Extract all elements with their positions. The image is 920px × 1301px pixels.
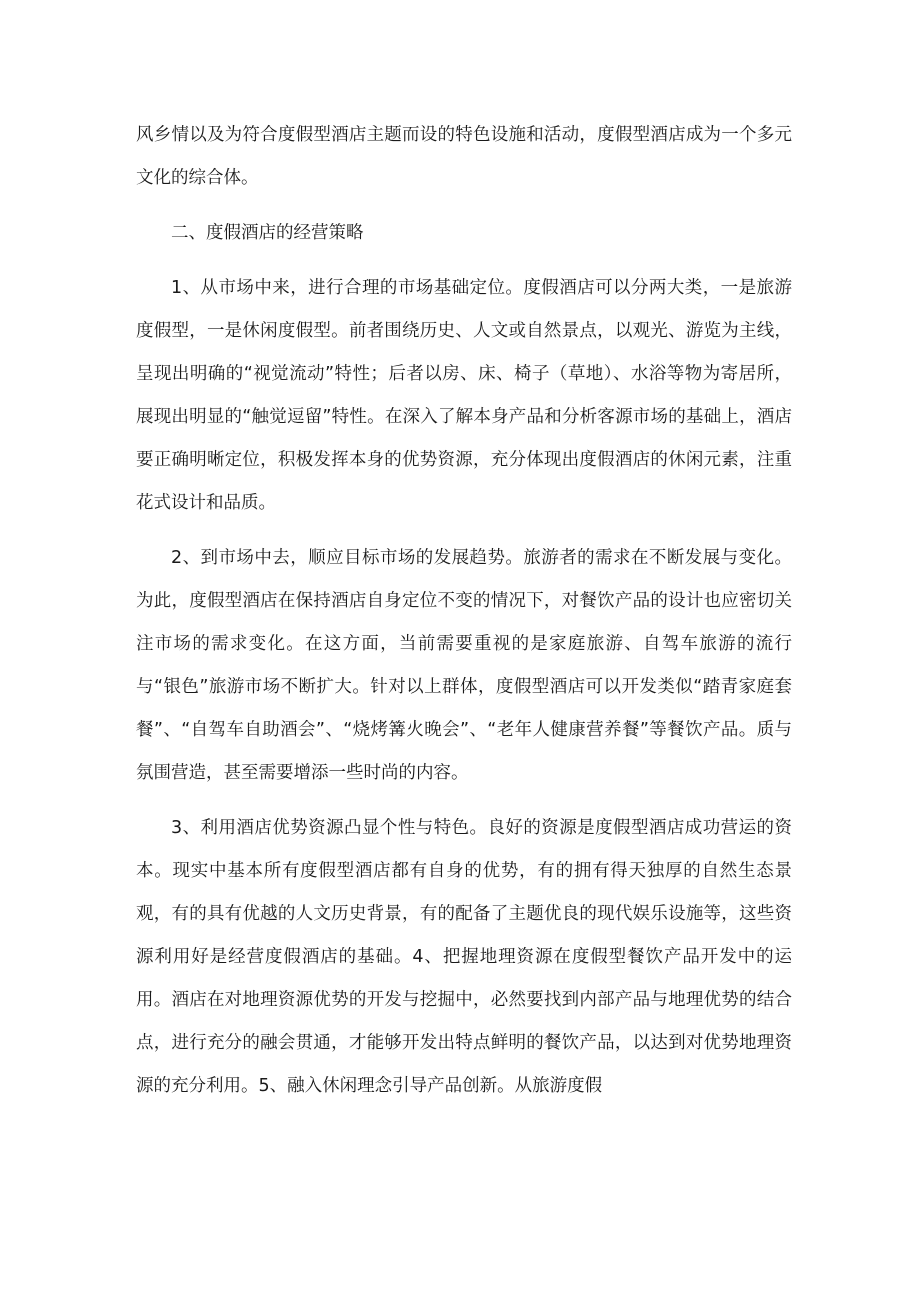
- paragraph-strategy-1: 1、从市场中来，进行合理的市场基础定位。度假酒店可以分两大类，一是旅游度假型，一是休闲度假型。前者围绕历史、人文或自然景点，以观光、游览为主线，呈现出明确的“视觉流动”特性；后者以房、床、椅子（草地）、水浴等物为寄居所，展现出明显的“触觉逗留”特性。在深入了解本身产品和分析客源市场的基础上，酒店要正确明晰定位，积极发挥本身的优势资源，充分体现出度假酒店的休闲元素，注重花式设计和品质。: [136, 278, 792, 513]
- paragraph-strategy-2: 2、到市场中去，顺应目标市场的发展趋势。旅游者的需求在不断发展与变化。为此，度假型酒店在保持酒店自身定位不变的情况下，对餐饮产品的设计也应密切关注市场的需求变化。在这方面，当前需要重视的是家庭旅游、自驾车旅游的流行与“银色”旅游市场不断扩大。针对以上群体，度假型酒店可以开发类似“踏青家庭套餐”、“自驾车自助酒会”、“烧烤篝火晚会”、“老年人健康营养餐”等餐饮产品。质与氛围营造，甚至需要增添一些时尚的内容。: [136, 548, 792, 783]
- paragraph-strategy-3: 3、利用酒店优势资源凸显个性与特色。良好的资源是度假型酒店成功营运的资本。现实中基本所有度假型酒店都有自身的优势，有的拥有得天独厚的自然生态景观，有的具有优越的人文历史背景，有的配备了主题优良的现代娱乐设施等，这些资源利用好是经营度假酒店的基础。4、把握地理资源在度假型餐饮产品开发中的运用。酒店在对地理资源优势的开发与挖掘中，必然要找到内部产品与地理优势的结合点，进行充分的融会贯通，才能够开发出特点鲜明的餐饮产品，以达到对优势地理资源的充分利用。5、融入休闲理念引导产品创新。从旅游度假: [136, 818, 792, 1096]
- document-body: [136, 114, 792, 1108]
- section-heading: 二、度假酒店的经营策略: [171, 223, 364, 243]
- paragraph-continuation: 风乡情以及为符合度假型酒店主题而设的特色设施和活动，度假型酒店成为一个多元文化的综合体。: [136, 125, 792, 188]
